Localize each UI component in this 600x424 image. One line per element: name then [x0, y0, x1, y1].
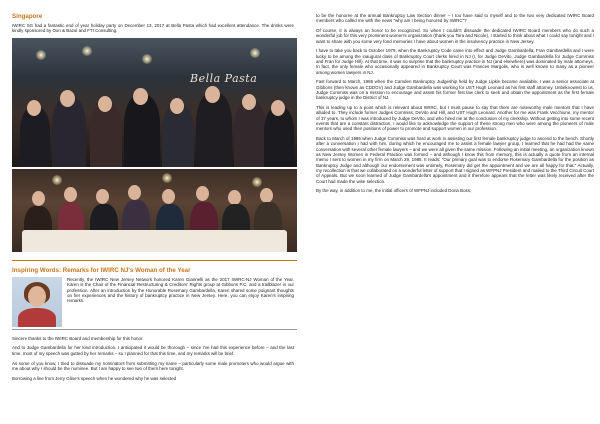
- holiday-party-photo: [12, 38, 297, 167]
- remarks-paragraph-1: Sincere thanks to the IWIRC Board and membership for this honor.: [12, 335, 144, 341]
- karen-giannelli-portrait: [12, 277, 62, 327]
- dinner-table-photo: [12, 169, 297, 252]
- restaurant-sign: Bella Pasta: [190, 72, 258, 86]
- remarks-paragraph-4: Borrowing a line from Jerry Gline's speech when he wondered why he was selected: [12, 375, 177, 381]
- right-paragraph-4: Fast forward to March, 1985 when the Camden Bankruptcy Judgeship held by Judge Lipkin became available. I was a senior associate at Gibbons (then known as CDDGV) and Judge Gambardella was working for UST Hugh Leonard as his first staff attorney. Unbeknownst to us, Judge Commiss was on a mission to encourage and assist his former first law clerk to seek and obtain the appointment as the first female bankruptcy judge in the District of NJ.: [316, 79, 594, 101]
- intro-rule: [12, 329, 297, 330]
- right-paragraph-6: Back to March of 1985 when Judge Commiss was hard at work in assisting our first female bankruptcy judge to ascend to the bench. Shortly after a conversation I had with him, during which he encouraged me to assist a female lawyer group, I learned that he had had the same conversation with several other female lawyers – and we were all given the same mission. Following an initial meeting, an organization known as New Jersey Women in Federal Practice was formed – and although I know this from memory, this is actually a quote from an internal memo I sent to women in my firm on March 29, 1985. It reads: "Our primary goal was to endorse Rosemary Gambardella for the position as Bankruptcy Judge and although our endorsement was untimely, Rosemary did get the appointment and we are all happy for that." Actually, my recollection is that we collaborated on a wonderful letter of support that I signed as WFPNJ President and mailed to the Third Circuit Court of Appeals. But we soon learned of Judge Gambardella's appointment and it therefore appears that the letter was likely received after the Court had made the wise selection.: [316, 136, 594, 184]
- intro-paragraph: Recently, the IWIRC New Jersey Network honored Karen Giannelli as the 2017 IWIRC-NJ Woman of the Year. Karen is the Chair of the Financial Restructuring & Creditors' Rights group at Gibbons P.C. and a trailblazer in our profession. After an introduction by the Honorable Rosemary Gambardella, Karen shared some poignant thoughts on her experiences and the history of bankruptcy practice in New Jersey. Here, you can enjoy Karen's inspiring remarks.: [67, 277, 294, 304]
- right-paragraph-5: This is leading up to a point which is relevant about IWIRC, but I must pause to say that there are noteworthy male mentors that I have alluded to. They include former Judges Commiss, DeVito and Hill, and UST Hugh Leonard. Another for me was Frank Vecchione, my mentor of 37 years, to whom I was introduced by Judge DeVito, and who hired me at the conclusion of my clerkship. Without getting into some recent events that are a constant distraction, I would like to acknowledge the support of these strong men who were among the pioneers of male mentors who used their positions of power to promote and support women in our profession.: [316, 105, 594, 132]
- left-column: [12, 13, 294, 385]
- right-paragraph-2: Of course, it is always an honor to be recognized. So when I couldn't dissuade the dedicated IWIRC Board members who do such a wonderful job for this very prominent women's organization (thank you Tara and Nicole), I started to think about what I could say tonight and I want to share with you some very fond memories I have about women in the insolvency practice in New Jersey.: [316, 28, 594, 44]
- section-divider: [12, 260, 297, 261]
- remarks-paragraph-2: And to Judge Gambardella for her kind introduction. I anticipated it would be thorough – since I've had this experience before – and the last time, most of my speech was gutted by her remarks – so I planned for that this time, and my remarks will be brief.: [12, 345, 294, 356]
- right-column: [316, 13, 594, 198]
- right-paragraph-7: By the way, in addition to me, the initial officers of WFPNJ included Dona Boss,: [316, 188, 472, 194]
- singapore-heading: Singapore: [12, 13, 43, 20]
- remarks-paragraph-3: As some of you know, I tried to dissuade my nominators from submitting my name – particularly some male promoters who would argue with me about why I should be the nominee. But I am happy to see two of them here tonight.: [12, 360, 294, 371]
- right-paragraph-3: I have to take you back to October 1979, when the Bankruptcy Code came into effect and Judge Gambardella, Fran Gambardella and I were lucky to be among the inaugural class of Bankruptcy Court clerks hired in NJ (I, for Judge DeVito, Judge Gambardella for Judge Commiss and Fran for Judge Hill). At that time, it was no surprise that the bankruptcy practice in NJ (and elsewhere) was dominated by male attorneys. In fact, the only female who occasionally appeared in Bankruptcy Court was Frances Margolis, who is well known to many as a pioneer among women lawyers in NJ.: [316, 48, 594, 75]
- singapore-paragraph: IWIRC SG had a fantastic end of year holiday party on December 13, 2017 at Bella Pasta which had excellent attendance. The drinks were kindly sponsored by Oon & Bazul and FTI Consulting.: [12, 23, 294, 34]
- inspiring-words-heading: Inspiring Words: Remarks for IWIRC NJ's Woman of the Year: [12, 267, 191, 275]
- right-paragraph-1: to be the honoree at the annual Bankruptcy Law Section dinner – I too have said to myself and to the two very dedicated IWIRC Board members who called me with the news "why am I being honored by IWIRC"?: [316, 13, 594, 24]
